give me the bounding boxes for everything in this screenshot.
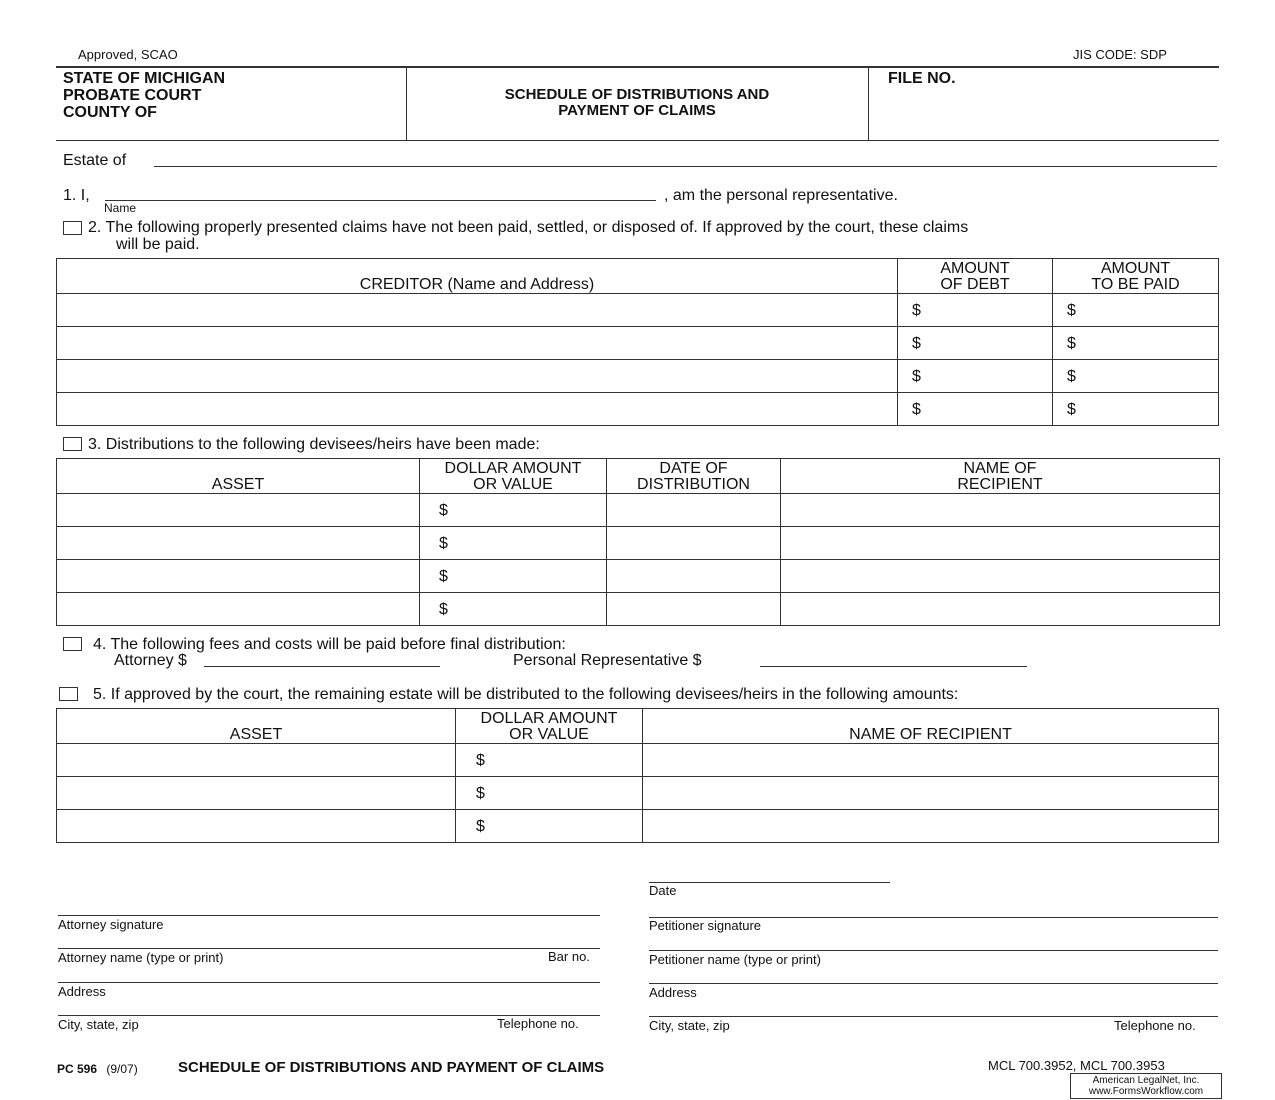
dollar-amount-header: DOLLAR AMOUNT OR VALUE xyxy=(420,459,607,494)
amount-cell[interactable]: $ xyxy=(456,744,643,777)
creditor-cell[interactable] xyxy=(57,327,898,360)
attorney-address-line[interactable] xyxy=(58,982,600,983)
form-number: PC 596 xyxy=(57,1062,98,1076)
table-row xyxy=(57,360,1219,393)
estate-field[interactable] xyxy=(154,150,1217,167)
recipient-cell[interactable] xyxy=(643,777,1219,810)
item2-text-line2: will be paid. xyxy=(116,236,200,253)
table-row xyxy=(57,593,1220,626)
debt-cell[interactable]: $ xyxy=(898,393,1053,426)
asset-cell[interactable] xyxy=(57,560,420,593)
amount-cell[interactable]: $ xyxy=(420,527,607,560)
asset-cell[interactable] xyxy=(57,593,420,626)
amount-cell[interactable]: $ xyxy=(456,777,643,810)
asset-cell[interactable] xyxy=(57,810,456,843)
amount-of-debt-header: AMOUNT OF DEBT xyxy=(898,259,1053,294)
debt-cell[interactable]: $ xyxy=(898,294,1053,327)
court-name: PROBATE COURT xyxy=(63,87,202,104)
paid-cell[interactable]: $ xyxy=(1053,360,1219,393)
recipient-cell[interactable] xyxy=(781,593,1220,626)
item1-name-field[interactable] xyxy=(105,184,656,201)
asset-cell[interactable] xyxy=(57,777,456,810)
recipient-cell[interactable] xyxy=(781,494,1220,527)
asset-cell[interactable] xyxy=(57,494,420,527)
creditor-cell[interactable] xyxy=(57,393,898,426)
date-line[interactable] xyxy=(649,882,890,883)
attorney-signature-line[interactable] xyxy=(58,915,600,916)
petitioner-name-line[interactable] xyxy=(649,950,1218,951)
jis-code: JIS CODE: SDP xyxy=(1073,47,1167,62)
attorney-telephone-caption: Telephone no. xyxy=(497,1016,579,1031)
date-cell[interactable] xyxy=(607,494,781,527)
form-title-block xyxy=(406,87,868,119)
debt-cell[interactable]: $ xyxy=(898,360,1053,393)
amount-to-be-paid-header: AMOUNT TO BE PAID xyxy=(1053,259,1219,294)
claims-table xyxy=(56,258,1219,426)
petitioner-name-caption: Petitioner name (type or print) xyxy=(649,952,821,967)
name-of-recipient-header: NAME OF RECIPIENT xyxy=(643,709,1219,744)
table-row xyxy=(57,294,1219,327)
footer-form-id xyxy=(57,1062,138,1076)
item4-checkbox[interactable] xyxy=(63,637,82,651)
recipient-cell[interactable] xyxy=(781,560,1220,593)
distributions-header-row xyxy=(57,459,1220,494)
table-row xyxy=(57,777,1219,810)
date-cell[interactable] xyxy=(607,560,781,593)
remaining-distribution-table xyxy=(56,708,1219,843)
date-caption: Date xyxy=(649,883,677,898)
date-cell[interactable] xyxy=(607,593,781,626)
paid-cell[interactable]: $ xyxy=(1053,294,1219,327)
recipient-cell[interactable] xyxy=(781,527,1220,560)
publisher-url: www.FormsWorkflow.com xyxy=(1088,1086,1204,1097)
table-row xyxy=(57,393,1219,426)
asset-header: ASSET xyxy=(57,709,456,744)
item1-prefix: 1. I, xyxy=(63,187,90,204)
approved-scao: Approved, SCAO xyxy=(78,47,178,62)
item5-text: 5. If approved by the court, the remaining estate will be distributed to the following devisees/heirs in the following amounts: xyxy=(93,686,959,703)
table-row xyxy=(57,494,1220,527)
attorney-name-caption: Attorney name (type or print) xyxy=(58,950,224,965)
court-block xyxy=(63,70,225,121)
table-row xyxy=(57,527,1220,560)
attorney-fee-label: Attorney $ xyxy=(114,652,187,669)
header-bottom-rule xyxy=(56,140,1219,141)
form-title-line1: SCHEDULE OF DISTRIBUTIONS AND xyxy=(504,86,770,103)
creditor-cell[interactable] xyxy=(57,294,898,327)
claims-header-row xyxy=(57,259,1219,294)
attorney-signature-caption: Attorney signature xyxy=(58,917,164,932)
asset-cell[interactable] xyxy=(57,527,420,560)
item2-checkbox[interactable] xyxy=(63,221,82,235)
date-cell[interactable] xyxy=(607,527,781,560)
amount-cell[interactable]: $ xyxy=(456,810,643,843)
petitioner-city-line[interactable] xyxy=(649,1016,1218,1017)
attorney-name-line[interactable] xyxy=(58,948,600,949)
header-divider-2 xyxy=(868,67,869,140)
item2-text-line1: 2. The following properly presented claims have not been paid, settled, or disposed of. If approved by the court, these claims xyxy=(88,219,969,236)
item4-text: 4. The following fees and costs will be paid before final distribution: xyxy=(93,636,566,653)
petitioner-signature-caption: Petitioner signature xyxy=(649,918,762,933)
table-row xyxy=(57,560,1220,593)
petitioner-address-line[interactable] xyxy=(649,983,1218,984)
header-top-rule xyxy=(56,66,1219,68)
paid-cell[interactable]: $ xyxy=(1053,393,1219,426)
attorney-address-caption: Address xyxy=(58,984,106,999)
bar-no-caption: Bar no. xyxy=(548,949,590,964)
amount-cell[interactable]: $ xyxy=(420,494,607,527)
estate-label: Estate of xyxy=(63,152,127,169)
paid-cell[interactable]: $ xyxy=(1053,327,1219,360)
amount-cell[interactable]: $ xyxy=(420,593,607,626)
item3-checkbox[interactable] xyxy=(63,437,82,451)
creditor-cell[interactable] xyxy=(57,360,898,393)
form-revision: (9/07) xyxy=(106,1062,138,1076)
file-no-label: FILE NO. xyxy=(888,70,956,87)
court-state: STATE OF MICHIGAN xyxy=(63,70,226,87)
recipient-cell[interactable] xyxy=(643,810,1219,843)
item1-name-caption: Name xyxy=(104,201,137,215)
petitioner-city-caption: City, state, zip xyxy=(649,1018,730,1033)
publisher-name: American LegalNet, Inc. xyxy=(1092,1075,1200,1086)
name-of-recipient-header: NAME OF RECIPIENT xyxy=(781,459,1220,494)
item5-checkbox[interactable] xyxy=(59,687,78,701)
petitioner-telephone-caption: Telephone no. xyxy=(1114,1018,1196,1033)
form-title-line2: PAYMENT OF CLAIMS xyxy=(558,102,716,119)
table-row xyxy=(57,327,1219,360)
publisher-box xyxy=(1070,1073,1222,1099)
recipient-cell[interactable] xyxy=(643,744,1219,777)
footer-title: SCHEDULE OF DISTRIBUTIONS AND PAYMENT OF CLAIMS xyxy=(178,1059,605,1076)
personal-rep-fee-field[interactable] xyxy=(760,650,1027,667)
personal-rep-fee-label: Personal Representative $ xyxy=(513,652,702,669)
date-of-distribution-header: DATE OF DISTRIBUTION xyxy=(607,459,781,494)
attorney-fee-field[interactable] xyxy=(204,650,440,667)
attorney-city-caption: City, state, zip xyxy=(58,1017,139,1032)
petitioner-address-caption: Address xyxy=(649,985,697,1000)
distributions-made-table xyxy=(56,458,1220,626)
amount-cell[interactable]: $ xyxy=(420,560,607,593)
debt-cell[interactable]: $ xyxy=(898,327,1053,360)
table-row xyxy=(57,810,1219,843)
creditor-header: CREDITOR (Name and Address) xyxy=(57,259,898,294)
footer-mcl: MCL 700.3952, MCL 700.3953 xyxy=(988,1058,1165,1073)
table-row xyxy=(57,744,1219,777)
asset-cell[interactable] xyxy=(57,744,456,777)
asset-header: ASSET xyxy=(57,459,420,494)
item1-suffix: , am the personal representative. xyxy=(664,187,898,204)
item3-text: 3. Distributions to the following devisees/heirs have been made: xyxy=(88,436,540,453)
dollar-amount-header: DOLLAR AMOUNT OR VALUE xyxy=(456,709,643,744)
remaining-header-row xyxy=(57,709,1219,744)
court-county: COUNTY OF xyxy=(63,104,157,121)
